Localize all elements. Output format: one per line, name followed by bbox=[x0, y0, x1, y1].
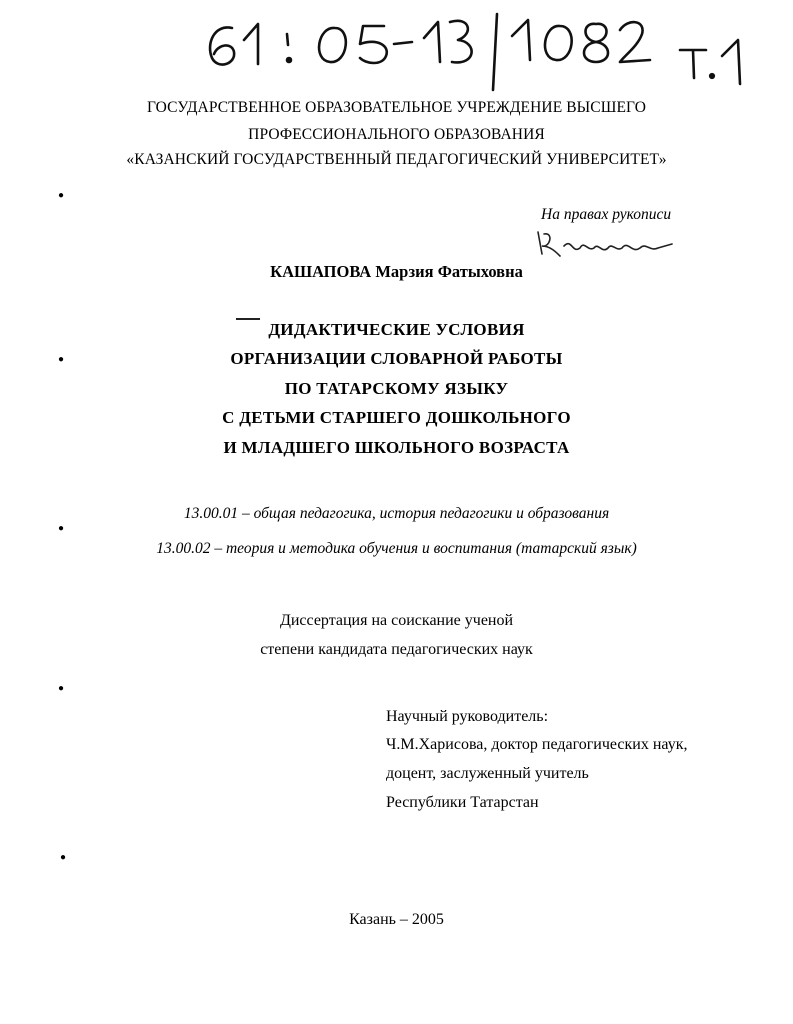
binding-mark: ● bbox=[58, 683, 65, 694]
institution-line-2: ПРОФЕССИОНАЛЬНОГО ОБРАЗОВАНИЯ bbox=[248, 126, 545, 143]
binding-mark: ● bbox=[58, 523, 65, 534]
binding-mark: ● bbox=[60, 852, 67, 863]
institution-line-3: «КАЗАНСКИЙ ГОСУДАРСТВЕННЫЙ ПЕДАГОГИЧЕСКИЙ УНИВЕРСИТЕТ» bbox=[126, 151, 667, 168]
signature bbox=[532, 226, 682, 262]
supervisor-label: Научный руководитель: bbox=[386, 708, 549, 725]
place-year: Казань – 2005 bbox=[349, 911, 444, 928]
supervisor-republic: Республики Татарстан bbox=[386, 794, 539, 811]
thesis-title-line-4: С ДЕТЬМИ СТАРШЕГО ДОШКОЛЬНОГО bbox=[222, 408, 571, 427]
handwritten-archive-code bbox=[0, 0, 793, 100]
thesis-title-line-3: ПО ТАТАРСКОМУ ЯЗЫКУ bbox=[284, 379, 509, 398]
supervisor-title: доцент, заслуженный учитель bbox=[386, 765, 589, 782]
author-name: КАШАПОВА Марзия Фатыховна bbox=[270, 262, 523, 281]
degree-line-1: Диссертация на соискание ученой bbox=[279, 612, 514, 629]
thesis-title-line-1: ДИДАКТИЧЕСКИЕ УСЛОВИЯ bbox=[268, 320, 525, 339]
degree-line-2: степени кандидата педагогических наук bbox=[260, 641, 533, 658]
thesis-title-line-5: И МЛАДШЕГО ШКОЛЬНОГО ВОЗРАСТА bbox=[223, 438, 570, 457]
specialty-2: 13.00.02 – теория и методика обучения и воспитания (татарский язык) bbox=[156, 540, 637, 557]
binding-mark: ● bbox=[58, 354, 65, 365]
supervisor-name: Ч.М.Харисова, доктор педагогических наук, bbox=[386, 736, 688, 753]
specialty-1: 13.00.01 – общая педагогика, история педагогики и образования bbox=[183, 505, 610, 522]
thesis-title-line-2: ОРГАНИЗАЦИИ СЛОВАРНОЙ РАБОТЫ bbox=[230, 349, 563, 368]
rights-note: На правах рукописи bbox=[541, 206, 672, 223]
binding-mark: ● bbox=[58, 190, 65, 201]
institution-line-1: ГОСУДАРСТВЕННОЕ ОБРАЗОВАТЕЛЬНОЕ УЧРЕЖДЕНИЕ ВЫСШЕГО bbox=[146, 99, 647, 116]
